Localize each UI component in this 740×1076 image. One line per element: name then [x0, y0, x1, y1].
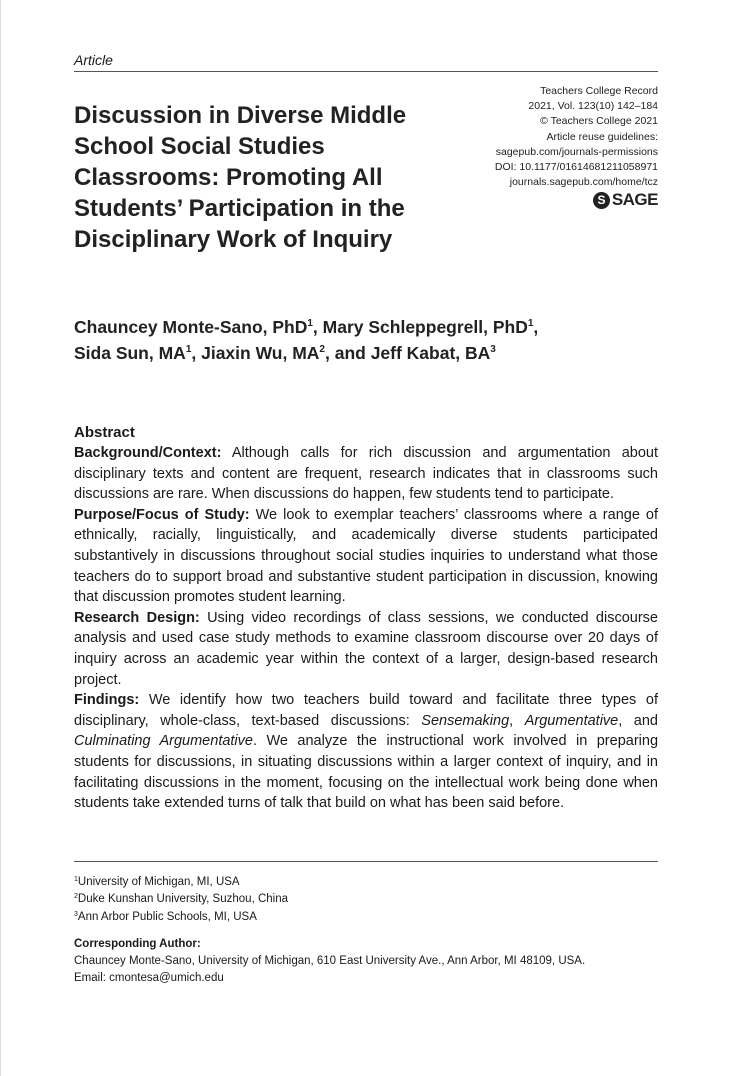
- affiliation-text: Duke Kunshan University, Suzhou, China: [77, 893, 289, 906]
- affiliation-item: [74, 909, 658, 926]
- affiliation-item: [74, 874, 658, 891]
- author-separator: ,: [191, 343, 202, 363]
- sage-mark-icon: S: [593, 192, 610, 209]
- author-separator: ,: [312, 317, 323, 337]
- journal-home-link[interactable]: journals.sagepub.com/home/tcz: [509, 176, 658, 189]
- author-name: Chauncey Monte-Sano, PhD: [74, 317, 308, 337]
- article-title: Discussion in Diverse Middle School Social Studies Classrooms: Promoting All Students’ Participation in the Disciplinary Work of Inquiry: [74, 102, 407, 253]
- corresponding-address: Chauncey Monte-Sano, University of Michigan, 610 East University Ave., Ann Arbor, MI 48109, USA.: [74, 955, 586, 967]
- journal-name: Teachers College Record: [540, 85, 658, 97]
- affiliation-sup: 3: [74, 910, 78, 918]
- background-label: Background/Context:: [74, 445, 222, 461]
- author-name: Mary Schleppegrell, PhD: [322, 317, 528, 337]
- corresponding-author: [74, 936, 674, 987]
- author-affil-sup: 1: [185, 344, 192, 355]
- abstract-findings: [74, 690, 658, 814]
- affiliation-item: [74, 891, 658, 908]
- affiliations: [74, 874, 658, 926]
- findings-label: Findings:: [74, 692, 140, 709]
- reuse-guidelines: Article reuse guidelines:: [546, 130, 658, 143]
- findings-term: Culminating Argumentative: [74, 733, 253, 750]
- author-separator: , and: [324, 343, 371, 363]
- abstract-design: [74, 608, 658, 690]
- author-name: Jiaxin Wu, MA: [201, 343, 320, 363]
- corresponding-email[interactable]: Email: cmontesa@umich.edu: [74, 972, 224, 984]
- article-type-label: Article: [74, 52, 113, 68]
- sage-wordmark: SAGE: [611, 190, 658, 209]
- author-affil-sup: 1: [527, 318, 534, 329]
- findings-text: . We analyze the instructional work involved in preparing students for discussions, in situating discussions within a larger context of inquiry, and in facilitating discussions in the moment, focusing on the intellectual work being done when students take extended turns of talk that build on what has been said before.: [74, 733, 659, 812]
- abstract-purpose: [74, 505, 658, 608]
- findings-term: Sensemaking: [421, 712, 510, 729]
- author-affil-sup: 1: [307, 318, 313, 329]
- design-text: Using video recordings of class sessions, we conducted discourse analysis and used case study methods to examine classroom discourse over 20 days of inquiry across an academic year within the context of a larger, design-based research project.: [74, 609, 658, 688]
- doi-link[interactable]: DOI: 10.1177/01614681211058971: [494, 161, 658, 174]
- page-edge: [0, 0, 1, 1076]
- background-text: Although calls for rich discussion and argumentation about disciplinary texts and content are frequent, research indicates that in classrooms such discussions are rare. When discussions do happen, few students tend to participate.: [74, 445, 658, 503]
- affiliation-sup: 2: [74, 893, 78, 901]
- footnote-rule: [74, 861, 658, 862]
- author-affil-sup: 2: [319, 344, 325, 355]
- findings-text: We identify how two teachers build toward and facilitate three types of disciplinary, whole-class, text-based discussions:: [74, 692, 658, 729]
- author-separator: ,: [533, 317, 539, 337]
- author-affil-sup: 3: [490, 344, 496, 355]
- affiliation-sup: 1: [74, 876, 78, 883]
- author-name: Jeff Kabat, BA: [370, 343, 491, 363]
- abstract-body: [74, 443, 658, 814]
- author-list: [74, 314, 674, 366]
- findings-text: , and: [618, 712, 658, 729]
- abstract-heading: Abstract: [74, 424, 135, 441]
- journal-volume: 2021, Vol. 123(10) 142–184: [528, 100, 658, 113]
- findings-text: ,: [509, 712, 525, 729]
- permissions-link[interactable]: sagepub.com/journals-permissions: [495, 145, 658, 158]
- sage-logo: [593, 190, 658, 210]
- abstract-background: [74, 443, 658, 505]
- header-rule: [74, 71, 658, 72]
- purpose-text: We look to exemplar teachers’ classrooms where a range of ethnically, racially, linguistically, and academically diverse students participated substantively in discussions throughout social studies inquiries to understand what those teachers do to support broad and substantive student participation in discussion, knowing that discussion promotes student learning.: [74, 506, 658, 606]
- affiliation-text: University of Michigan, MI, USA: [77, 876, 240, 888]
- author-name: Sida Sun, MA: [74, 343, 186, 363]
- journal-info: [418, 84, 658, 190]
- affiliation-text: Ann Arbor Public Schools, MI, USA: [77, 910, 257, 923]
- corresponding-heading: Corresponding Author:: [74, 938, 201, 950]
- purpose-label: Purpose/Focus of Study:: [74, 506, 250, 523]
- journal-copyright: © Teachers College 2021: [540, 115, 658, 128]
- findings-term: Argumentative: [524, 712, 619, 729]
- design-label: Research Design:: [74, 609, 200, 626]
